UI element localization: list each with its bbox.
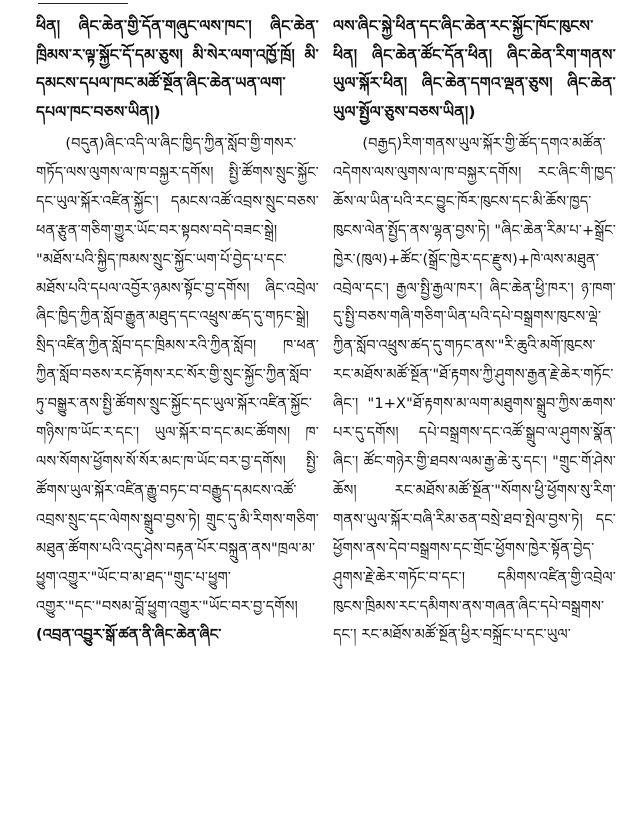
right-column bbox=[333, 12, 616, 650]
right-heading: ལས་ཞིང་སྐྱེ་ཕིན་དང་ཞིང་ཆེན་རང་སྐྱོང་ཁོང་ཁུངས་ཕིན། ཞིང་ཆེན་ཚོང་དོན་ཕིན། ཞིང་ཆེན་རིག་གནས་ཡུལ་སྐོར་ཕིན། ཞིང་ཆེན་དགའ་ལྡན་ཅུས། ཞིང་ཆེན་ཡུལ་སྤྱོལ་ཅུས་བཅས་ཡིན།) bbox=[333, 17, 616, 121]
left-item-number: (བདུན) bbox=[65, 136, 105, 152]
left-heading: ཕིན། ཞིང་ཆེན་གྱི་དོན་གཞུང་ལས་ཁང་། ཞིང་ཆེན་ཁྲིམས་ར་ལྟ་སྐྱོང་དོ་དམ་ཅུས། མི་སེར་ལག་འཁྱོ་ཁྲོ། མི་དམངས་དཔལ་ཁང་མཚོ་སྔོན་ཞིང་ཆེན་ཡན་ལག་དཔལ་ཁང་བཅས་ཡིན།) bbox=[36, 17, 319, 121]
left-tail-bold: (འབྲན་འབྱུར་སྒོ་ཚན་ནི་ཞིང་ཆེན་ཞིང་ bbox=[36, 627, 222, 644]
right-paragraph bbox=[333, 130, 616, 650]
right-item-number: (བརྒྱད) bbox=[362, 136, 403, 152]
header-rule bbox=[38, 3, 128, 4]
left-paragraph bbox=[36, 130, 319, 650]
left-paragraph-text: ཞིང་འདི་ལ་ཞིང་ཁྱིད་ཀྱིན་སློབ་གྱི་གསར་གཏོད་ལས་ལུགས་ལ་ཁ་བསྐྱར་དགོས། སྤྱི་ཚོགས་སྲུང་སྐྱོང་དང་ཡུལ་སྐོར་འཛིན་སྐྱོང་། དམངས་འཚོ་འབྲས་སྲུང་བཅས་ཕན་རྩུན་གཅིག་གྱུར་ཡོང་བར་སྟབས་བདེ་བཟང་སྒྲེ། "མཐོས་པའི་སྐྱིད་ཁམས་སྲུང་སྐྱོང་ཡག་པོ་བྱེད་པ་དང་མཐོས་པའི་དཔལ་འབྱོར་ཉམས་སྟོང་བྱ་དགོས། ཞིང་འབྲེལ་ཞིང་ཁྱིད་ཀྱིན་སློབ་རྒྱུན་མཐུད་དང་འཕྲུས་ཚད་དུ་གཏང་སྒྲེ། སྲིད་འཛིན་ཀྱིན་སློབ་དང་ཁྲིམས་རའི་ཀྱིན་སློབ། ཁ་ཕན་ཀྱིན་སློབ་བཅས་རང་རྟོགས་རང་སོར་གྱི་སྲུང་སྐྱོང་ཀྱིན་སློབ་ཏུ་བསྒྱུར་ནས་སྤྱི་ཚོགས་སྲུང་སྐྱོང་དང་ཡུལ་སྐོར་འཛིན་སྐྱོང་གཉིས་ཁ་ཡོང་ར་དང་། ཡུལ་སྐོར་བ་དང་མང་ཚོགས། ཁ་ལས་སོགས་ཕྱོགས་སོ་སོར་མང་ཁ་ཡོང་བར་བྱ་དགོས། སྤྱི་ཚོགས་ཡུལ་སྐོར་འཛིན་རྒྱུ་བཏང་བ་བརྒྱུད་དམངས་འཚོ་འབྲས་སྲུང་དང་ལེགས་སྒྲུབ་བྱས་ཏེ། གྲུང་དུ་མི་རིགས་གཅིག་མཐུན་ཚོགས་པའི་འདུ་ཤེས་བརྟན་པོར་བསྐྲུན་ནས"ཁྲལ་མ་ཕྱུག་འགྱུར་"ཡོང་བ་མ་ཐད་"གྲུང་པ་ཕྱུག་འགྱུར་"དང་"བསམ་བློ་ཕྱུག་འགྱུར་"ཡོང་བར་བྱ་དགོས། bbox=[36, 136, 319, 615]
left-column bbox=[36, 12, 319, 650]
right-paragraph-text: རིག་གནས་ཡུལ་སྐོར་གྱི་ཚོད་དགའ་མཚོན་འདེགས་ལས་ལུགས་ལ་ཁ་བསྐྱར་དགོས། རང་ཞིང་གི་ཁྱད་ཆོས་ལ་ཡིན་པའི་རང་བྱུང་ཁོར་ཁུངས་དང་མི་ཆོས་ཁྱད་ཁུངས་ལེན་སྤྱོད་ནས་ལྷན་བྱས་ཏེ། "ཞིང་ཆེན་རིམ་པ་+སྒྲོང་ཁྱེར་(ཁུལ)+ཚོང་(སྒྲོང་ཁྱེར་དང་རྫུས)+ཁེ་ལས་མཐུན་འབྲེལ་དང་། རྒྱལ་སྤྱི་རྒྱལ་ཁར་། ཞིང་ཆེན་ཕྱི་ཁར་། ཉ་ཁག་དུ་སྤྱི་བཅས་གཞི་གཅིག་ཡིན་པའི་དཔེ་བསྒྲགས་ཁུངས་ལྡེ་ཀྱིན་སློབ་འཕྲུས་ཚད་དུ་གཏང་ནས་"རི་ཆུའི་མགོ་ཁུངས་རང་མཐོས་མཚོ་སྔོན་"ཐོ་རྟགས་ཀྱི་ཤུགས་རྒྱན་རྗེ་ཆེར་གཏོང་ཞིང་། "1+X"ཐོ་རྟགས་མ་ལག་མཐུགས་སྒྲུབ་ཀྱིས་ཆགས་པར་དུ་དགོས། དཔེ་བསྒྲགས་དང་འཚོ་སྒྲུབ་ལ་ཤུགས་སྣོན་ཞིང་། ཚོང་གཉེར་གྱི་ཐབས་ལམ་རྒྱ་ཆེ་རུ་དང་། "གྲུང་གོ་ཤེས་ཆོས། རང་མཐོས་མཚོ་སྔོན་"སོགས་ཕྱི་ཕྱོགས་སུ་རིག་གནས་ཡུལ་སྐོར་བཞི་རིམ་ཅན་བསྲེ་ཐབ་སྤེལ་བྱས་ཏེ། དང་ཕྱོགས་ནས་དེབ་བསྒྲགས་དང་གྲོང་ཕྱོགས་ཁྱེར་སྟོན་བྱེད་ཤུགས་རྗེ་ཆེར་གཏོང་བ་དང་། དམིགས་འཛིན་གྱི་འབྲེལ་ཁུངས་ཁྲིམས་རང་དམིགས་ནས་གཞན་ཞིང་དཔེ་བསྒྲགས་དང་། རང་མཐོས་མཚོ་སྔོན་ཕྱིར་བསྐྲོང་པ་དང་ཡུལ་ bbox=[333, 136, 616, 644]
